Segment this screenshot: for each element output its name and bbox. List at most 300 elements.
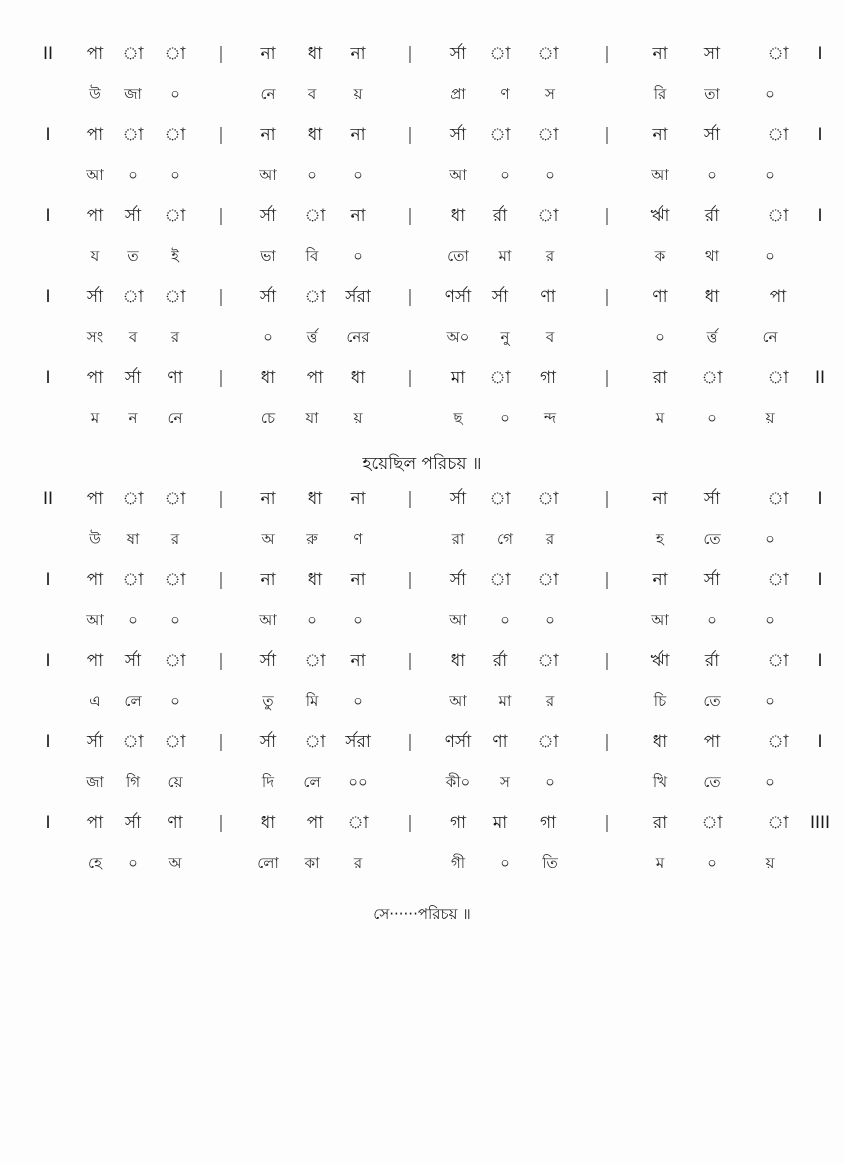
note-cell: র্সা	[259, 287, 277, 307]
section-marker: II	[814, 368, 826, 388]
note-cell: র্সা	[703, 570, 721, 590]
note-cell: র্সা	[259, 206, 277, 226]
note-cell: র্সা	[86, 287, 104, 307]
lyric-syllable: তু	[262, 692, 274, 710]
note-cell: া	[767, 125, 789, 145]
lyric-syllable: ০	[765, 247, 775, 265]
lyric-syllable: গি	[125, 773, 141, 791]
note-cell: া	[122, 287, 144, 307]
lyric-syllable: ০	[765, 692, 775, 710]
stanza1-notation-row-3	[0, 202, 844, 242]
lyric-syllable: আ	[259, 611, 277, 629]
note-cell: া	[122, 732, 144, 752]
note-cell: র্সা	[491, 287, 509, 307]
lyric-syllable: ০	[545, 773, 555, 791]
section-marker: I	[817, 570, 823, 590]
note-cell: ণর্সা	[444, 732, 472, 752]
note-cell: ধা	[704, 287, 720, 307]
stanza-1-closing-line: হয়েছিল পরিচয় ॥	[362, 454, 482, 474]
lyric-syllable: দি	[261, 773, 275, 791]
bar-line: |	[407, 489, 413, 509]
section-marker: I	[817, 651, 823, 671]
note-cell: া	[347, 813, 369, 833]
stanza2-notation-row-3	[0, 647, 844, 687]
note-cell: পা	[86, 489, 104, 509]
lyric-syllable: নে	[167, 409, 183, 427]
lyric-syllable: আ	[259, 166, 277, 184]
note-cell: া	[537, 489, 559, 509]
lyric-syllable: র	[353, 854, 363, 872]
lyric-syllable: অ	[261, 530, 275, 548]
section-marker: I	[817, 732, 823, 752]
note-cell: মা	[492, 813, 508, 833]
lyric-syllable: প্রা	[450, 85, 466, 103]
section-marker: I	[45, 287, 51, 307]
section-marker: I	[45, 813, 51, 833]
note-cell: া	[489, 368, 511, 388]
lyric-syllable: র	[170, 530, 180, 548]
lyric-syllable: সং	[86, 328, 104, 346]
bar-line: |	[218, 732, 224, 752]
lyric-syllable: তে	[703, 692, 721, 710]
note-cell: পা	[769, 287, 787, 307]
note-cell: পা	[306, 813, 324, 833]
lyric-syllable: ০	[170, 692, 180, 710]
note-cell: া	[304, 206, 326, 226]
lyric-syllable: আ	[449, 166, 467, 184]
bar-line: |	[407, 813, 413, 833]
note-cell: র্সা	[449, 125, 467, 145]
note-cell: পা	[86, 125, 104, 145]
lyric-syllable: ০	[307, 611, 317, 629]
lyric-syllable: মা	[498, 247, 512, 265]
note-cell: া	[767, 651, 789, 671]
lyric-syllable: য	[90, 247, 100, 265]
lyric-syllable: ০	[707, 611, 717, 629]
note-cell: া	[701, 368, 723, 388]
lyric-syllable: ণ	[353, 530, 363, 548]
lyric-syllable: অ০	[446, 328, 470, 346]
note-cell: না	[350, 489, 366, 509]
note-cell: া	[164, 732, 186, 752]
lyric-syllable: গে	[497, 530, 513, 548]
lyric-syllable: থা	[704, 247, 720, 265]
lyric-syllable: আ	[86, 166, 104, 184]
note-cell: না	[350, 44, 366, 64]
stanza2-notation-row-2	[0, 566, 844, 606]
lyric-syllable: র	[545, 247, 555, 265]
note-cell: ধা	[652, 732, 668, 752]
note-cell: া	[164, 651, 186, 671]
lyric-syllable: ০	[545, 611, 555, 629]
lyric-syllable: তি	[542, 854, 558, 872]
lyric-syllable: আ	[449, 692, 467, 710]
stanza1-notation-row-1	[0, 40, 844, 80]
lyric-syllable: ০	[128, 166, 138, 184]
note-cell: রা	[652, 813, 668, 833]
lyric-syllable: ০	[707, 409, 717, 427]
lyric-syllable: লে	[124, 692, 142, 710]
bar-line: |	[407, 206, 413, 226]
note-cell: পা	[86, 44, 104, 64]
note-cell: া	[164, 570, 186, 590]
lyric-syllable: চি	[653, 692, 667, 710]
note-cell: া	[489, 44, 511, 64]
note-cell: ণা	[652, 287, 668, 307]
lyric-syllable: ম	[655, 854, 665, 872]
note-cell: া	[304, 732, 326, 752]
lyric-syllable: তা	[704, 85, 720, 103]
lyric-syllable: হে	[88, 854, 102, 872]
lyric-syllable: ষা	[126, 530, 140, 548]
bar-line: |	[407, 287, 413, 307]
note-cell: া	[537, 206, 559, 226]
stanza1-lyric-row-4	[0, 321, 844, 355]
note-cell: না	[350, 125, 366, 145]
lyric-syllable: ত	[127, 247, 139, 265]
stanza2-lyric-row-4	[0, 766, 844, 800]
bar-line: |	[218, 206, 224, 226]
note-cell: া	[122, 44, 144, 64]
lyric-syllable: ন্দ	[543, 409, 557, 427]
lyric-syllable: জা	[86, 773, 104, 791]
bar-line: |	[604, 813, 610, 833]
note-cell: া	[767, 489, 789, 509]
note-cell: র্সা	[124, 813, 142, 833]
lyric-syllable: তে	[703, 530, 721, 548]
stanza1-notation-row-5	[0, 364, 844, 404]
note-cell: া	[122, 570, 144, 590]
note-cell: না	[260, 125, 276, 145]
note-cell: া	[537, 125, 559, 145]
section-marker: I	[45, 125, 51, 145]
note-cell: ধা	[260, 813, 276, 833]
note-cell: র্সা	[259, 732, 277, 752]
note-cell: র্রা	[492, 651, 508, 671]
lyric-syllable: তে	[703, 773, 721, 791]
stanza1-lyric-row-1	[0, 78, 844, 112]
note-cell: ধা	[307, 489, 323, 509]
lyric-syllable: ভা	[260, 247, 276, 265]
note-cell: গা	[539, 368, 557, 388]
note-cell: না	[652, 44, 668, 64]
lyric-syllable: জা	[124, 85, 142, 103]
note-cell: ধা	[307, 125, 323, 145]
lyric-syllable: ০	[707, 854, 717, 872]
note-cell: র্রা	[704, 651, 720, 671]
note-cell: ণা	[167, 368, 183, 388]
note-cell: া	[489, 489, 511, 509]
lyric-syllable: ০	[353, 611, 363, 629]
bar-line: |	[604, 651, 610, 671]
note-cell: র্রা	[492, 206, 508, 226]
note-cell: া	[122, 125, 144, 145]
note-cell: ধা	[260, 368, 276, 388]
lyric-syllable: ০	[500, 611, 510, 629]
note-cell: ধা	[450, 206, 466, 226]
lyric-syllable: য়	[353, 85, 363, 103]
note-cell: া	[164, 125, 186, 145]
lyric-syllable: ০	[170, 85, 180, 103]
lyric-syllable: কী০	[445, 773, 471, 791]
section-marker: I	[817, 44, 823, 64]
note-cell: র্সা	[259, 651, 277, 671]
stanza2-lyric-row-1	[0, 523, 844, 557]
note-cell: পা	[86, 368, 104, 388]
stanza2-notation-row-5	[0, 809, 844, 849]
bar-line: |	[604, 125, 610, 145]
note-cell: না	[260, 489, 276, 509]
lyric-syllable: ০	[765, 773, 775, 791]
lyric-syllable: ম	[655, 409, 665, 427]
note-cell: া	[767, 570, 789, 590]
note-cell: পা	[86, 813, 104, 833]
lyric-syllable: আ	[449, 611, 467, 629]
lyric-syllable: ০	[707, 166, 717, 184]
note-cell: া	[767, 732, 789, 752]
note-cell: ধা	[307, 570, 323, 590]
note-cell: া	[164, 287, 186, 307]
note-cell: ধা	[307, 44, 323, 64]
note-cell: পা	[306, 368, 324, 388]
stanza2-lyric-row-3	[0, 685, 844, 719]
lyric-syllable: য়ে	[167, 773, 183, 791]
lyric-syllable: উ	[89, 530, 101, 548]
note-cell: া	[767, 813, 789, 833]
note-cell: রা	[652, 368, 668, 388]
lyric-syllable: অ	[168, 854, 182, 872]
lyric-syllable: নের	[346, 328, 370, 346]
lyric-syllable: য়	[765, 409, 775, 427]
lyric-syllable: ০	[765, 530, 775, 548]
section-marker: II	[42, 44, 54, 64]
stanza2-notation-row-1	[0, 485, 844, 525]
lyric-syllable: মা	[498, 692, 512, 710]
lyric-syllable: লো	[257, 854, 279, 872]
note-cell: া	[767, 44, 789, 64]
lyric-syllable: য়	[353, 409, 363, 427]
bar-line: |	[604, 489, 610, 509]
bar-line: |	[407, 368, 413, 388]
lyric-syllable: ০	[765, 611, 775, 629]
lyric-syllable: বি	[305, 247, 319, 265]
bar-line: |	[407, 44, 413, 64]
note-cell: ণর্সা	[444, 287, 472, 307]
note-cell: া	[164, 44, 186, 64]
note-cell: না	[652, 125, 668, 145]
stanza1-lyric-row-5	[0, 402, 844, 436]
lyric-syllable: মি	[305, 692, 319, 710]
lyric-syllable: ০	[128, 611, 138, 629]
note-cell: গা	[539, 813, 557, 833]
lyric-syllable: র	[545, 530, 555, 548]
section-marker: I	[817, 206, 823, 226]
bar-line: |	[218, 813, 224, 833]
bar-line: |	[218, 570, 224, 590]
lyric-syllable: এ	[89, 692, 101, 710]
lyric-syllable: ০	[655, 328, 665, 346]
note-cell: ণা	[492, 732, 508, 752]
note-cell: র্ঋা	[650, 206, 670, 226]
lyric-syllable: ব	[128, 328, 138, 346]
lyric-syllable: ০	[500, 854, 510, 872]
lyric-syllable: নে	[260, 85, 276, 103]
note-cell: া	[122, 489, 144, 509]
lyric-syllable: ০	[353, 692, 363, 710]
stanza1-notation-row-4	[0, 283, 844, 323]
stanza1-notation-row-2	[0, 121, 844, 161]
lyric-syllable: ক	[654, 247, 666, 265]
stanza1-lyric-row-2	[0, 159, 844, 193]
section-marker: I	[45, 651, 51, 671]
lyric-syllable: ০	[765, 85, 775, 103]
note-cell: ধা	[450, 651, 466, 671]
lyric-syllable: ০	[128, 854, 138, 872]
lyric-syllable: য়	[765, 854, 775, 872]
note-cell: া	[767, 368, 789, 388]
note-cell: া	[304, 651, 326, 671]
bar-line: |	[218, 368, 224, 388]
lyric-syllable: ০০	[348, 773, 368, 791]
note-cell: না	[652, 489, 668, 509]
note-cell: না	[350, 206, 366, 226]
section-marker: I	[817, 489, 823, 509]
lyric-syllable: তো	[447, 247, 469, 265]
lyric-syllable: র্ত্ত	[306, 328, 318, 346]
note-cell: া	[304, 287, 326, 307]
lyric-syllable: রা	[451, 530, 465, 548]
lyric-syllable: ণ	[500, 85, 510, 103]
note-cell: র্সা	[703, 125, 721, 145]
note-cell: র্সা	[449, 570, 467, 590]
section-marker: I	[45, 732, 51, 752]
lyric-syllable: হ	[656, 530, 664, 548]
lyric-syllable: ০	[500, 166, 510, 184]
bar-line: |	[407, 651, 413, 671]
lyric-syllable: ব	[307, 85, 317, 103]
note-cell: না	[350, 570, 366, 590]
note-cell: পা	[703, 732, 721, 752]
bar-line: |	[407, 570, 413, 590]
note-cell: া	[537, 732, 559, 752]
note-cell: ধা	[350, 368, 366, 388]
note-cell: না	[260, 44, 276, 64]
lyric-syllable: ০	[170, 611, 180, 629]
lyric-syllable: ০	[765, 166, 775, 184]
section-marker: I	[45, 368, 51, 388]
stanza-2-closing-line: সে······পরিচয় ॥	[373, 905, 471, 923]
note-cell: া	[489, 570, 511, 590]
lyric-syllable: রু	[306, 530, 318, 548]
note-cell: র্ঋা	[650, 651, 670, 671]
section-marker: I	[45, 206, 51, 226]
note-cell: র্সরা	[345, 287, 371, 307]
lyric-syllable: স	[545, 85, 555, 103]
lyric-syllable: র্ত্ত	[706, 328, 718, 346]
note-cell: র্সা	[124, 206, 142, 226]
note-cell: া	[164, 206, 186, 226]
lyric-syllable: রি	[653, 85, 667, 103]
lyric-syllable: ০	[500, 409, 510, 427]
note-cell: না	[350, 651, 366, 671]
lyric-syllable: চে	[260, 409, 276, 427]
lyric-syllable: ০	[170, 166, 180, 184]
note-cell: র্সা	[449, 44, 467, 64]
lyric-syllable: ০	[353, 166, 363, 184]
section-marker: II	[42, 489, 54, 509]
note-cell: র্সা	[703, 489, 721, 509]
bar-line: |	[407, 732, 413, 752]
note-cell: মা	[450, 368, 466, 388]
note-cell: না	[652, 570, 668, 590]
bar-line: |	[218, 651, 224, 671]
bar-line: |	[604, 44, 610, 64]
note-cell: া	[537, 44, 559, 64]
note-cell: পা	[86, 206, 104, 226]
bar-line: |	[407, 125, 413, 145]
lyric-syllable: ব	[545, 328, 555, 346]
bar-line: |	[218, 489, 224, 509]
lyric-syllable: ম	[90, 409, 100, 427]
lyric-syllable: ছ	[453, 409, 463, 427]
note-cell: া	[489, 125, 511, 145]
lyric-syllable: নু	[500, 328, 510, 346]
note-cell: র্সা	[449, 489, 467, 509]
bar-line: |	[604, 732, 610, 752]
note-cell: না	[260, 570, 276, 590]
note-cell: া	[701, 813, 723, 833]
bar-line: |	[604, 368, 610, 388]
lyric-syllable: গী	[450, 854, 466, 872]
stanza2-notation-row-4	[0, 728, 844, 768]
lyric-syllable: উ	[89, 85, 101, 103]
lyric-syllable: র	[545, 692, 555, 710]
lyric-syllable: কা	[304, 854, 320, 872]
lyric-syllable: ই	[171, 247, 179, 265]
lyric-syllable: ০	[353, 247, 363, 265]
stanza1-lyric-row-3	[0, 240, 844, 274]
bar-line: |	[604, 206, 610, 226]
lyric-syllable: র	[170, 328, 180, 346]
note-cell: া	[537, 651, 559, 671]
note-cell: র্সা	[124, 368, 142, 388]
note-cell: া	[767, 206, 789, 226]
note-cell: গা	[449, 813, 467, 833]
note-cell: ণা	[540, 287, 556, 307]
section-marker: IIII	[809, 813, 831, 833]
lyric-syllable: আ	[651, 166, 669, 184]
lyric-syllable: যা	[305, 409, 319, 427]
bar-line: |	[218, 44, 224, 64]
note-cell: র্সা	[86, 732, 104, 752]
bar-line: |	[604, 570, 610, 590]
note-cell: া	[164, 489, 186, 509]
bar-line: |	[218, 287, 224, 307]
stanza2-lyric-row-2	[0, 604, 844, 638]
note-cell: ণা	[167, 813, 183, 833]
bar-line: |	[218, 125, 224, 145]
lyric-syllable: লে	[303, 773, 321, 791]
lyric-syllable: ০	[545, 166, 555, 184]
note-cell: পা	[86, 651, 104, 671]
bar-line: |	[604, 287, 610, 307]
section-marker: I	[817, 125, 823, 145]
lyric-syllable: খি	[652, 773, 668, 791]
lyric-syllable: ০	[307, 166, 317, 184]
note-cell: পা	[86, 570, 104, 590]
stanza2-lyric-row-5	[0, 847, 844, 881]
lyric-syllable: ন	[128, 409, 138, 427]
